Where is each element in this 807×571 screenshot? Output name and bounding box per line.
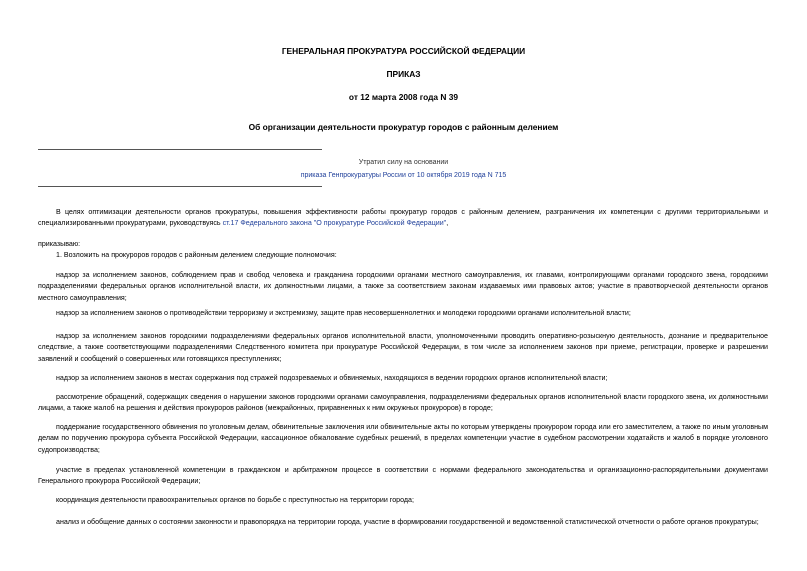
law-link[interactable]: ст.17 Федерального закона "О прокуратуре Российской Федерации" [222, 219, 447, 228]
order-word: приказываю: [38, 240, 81, 248]
document-type: ПРИКАЗ [386, 69, 421, 79]
status-note-link-line [0, 172, 807, 179]
paragraph-1: надзор за исполнением законов, соблюдением прав и свобод человека и гражданина городскими органами местного самоуправления, их главами, контролирующими органами городского звена, городскими подразделениями федеральных органов исполнительной власти, их должностными лицами, а также за соответствием законам издаваемых ими правовых актов; участие в правотворческой деятельности органов местного самоуправления; [38, 271, 768, 302]
status-note: Утратил силу на основании [358, 159, 449, 166]
preamble-text: В целях оптимизации деятельности органов прокуратуры, повышения эффективности работы прокуратур городов с районным делением, разграничения их компетенции с другими территориальными и специализированными прокуратурами, руководствуясь [38, 208, 768, 228]
paragraph-3: надзор за исполнением законов городскими подразделениями федеральных органов исполнительной власти, уполномоченными проводить оперативно-розыскную деятельность, дознание и предварительное следствие, а также соответствующими подразделениями Следственного комитета при прокуратуре Российской Федерации, в том числе за исполнением законов при приеме, регистрации, проверке и разрешении заявлений и сообщений о совершенных или готовящихся преступлениях; [38, 332, 768, 363]
item-1: 1. Возложить на прокуроров городов с районным делением следующие полномочия: [56, 251, 337, 259]
document-title: Об организации деятельности прокуратур городов с районным делением [248, 122, 559, 132]
paragraph-8: координация деятельности правоохранительных органов по борьбе с преступностью на территории города; [56, 496, 414, 504]
paragraph-2: надзор за исполнением законов о противодействии терроризму и экстремизму, защите прав несовершеннолетних и молодежи городскими органами исполнительной власти; [56, 309, 631, 317]
preamble [38, 207, 768, 230]
paragraph-9: анализ и обобщение данных о состоянии законности и правопорядка на территории города, участие в формировании государственной и ведомственной статистической отчетности о работе органов прокуратуры; [56, 518, 759, 526]
paragraph-4: надзор за исполнением законов в местах содержания под стражей подозреваемых и обвиняемых, находящихся в ведении городских органов исполнительной власти; [56, 374, 608, 382]
document-date-number: от 12 марта 2008 года N 39 [348, 92, 459, 102]
issuing-organization: ГЕНЕРАЛЬНАЯ ПРОКУРАТУРА РОССИЙСКОЙ ФЕДЕРАЦИИ [281, 46, 526, 56]
preamble-tail: , [446, 219, 449, 228]
separator-bottom [38, 186, 322, 187]
paragraph-7: участие в пределах установленной компетенции в гражданском и арбитражном процессе в соответствии с нормами федерального законодательства и организационно-распорядительными документами Генерального прокурора Российской Федерации; [38, 466, 768, 486]
repealing-order-link[interactable]: приказа Генпрокуратуры России от 10 октября 2019 года N 715 [300, 172, 507, 179]
separator-top [38, 149, 322, 150]
paragraph-6: поддержание государственного обвинения по уголовным делам, обвинительные заключения или обвинительные акты по которым утверждены прокурором города или его заместителем, а также по иным уголовным делам по поручению прокурора субъекта Российской Федерации, кассационное обжалование судебных решений, в пределах компетенции участие в судебном рассмотрении ходатайств и жалоб в порядке уголовного судопроизводства; [38, 423, 768, 454]
paragraph-5: рассмотрение обращений, содержащих сведения о нарушении законов городскими органами самоуправления, подразделениями федеральных органов исполнительной власти городского звена, их должностными лицами, а также жалоб на решения и действия прокуроров районов (межрайонных, приравненных к ним окружных прокуроров) в городе; [38, 393, 768, 413]
